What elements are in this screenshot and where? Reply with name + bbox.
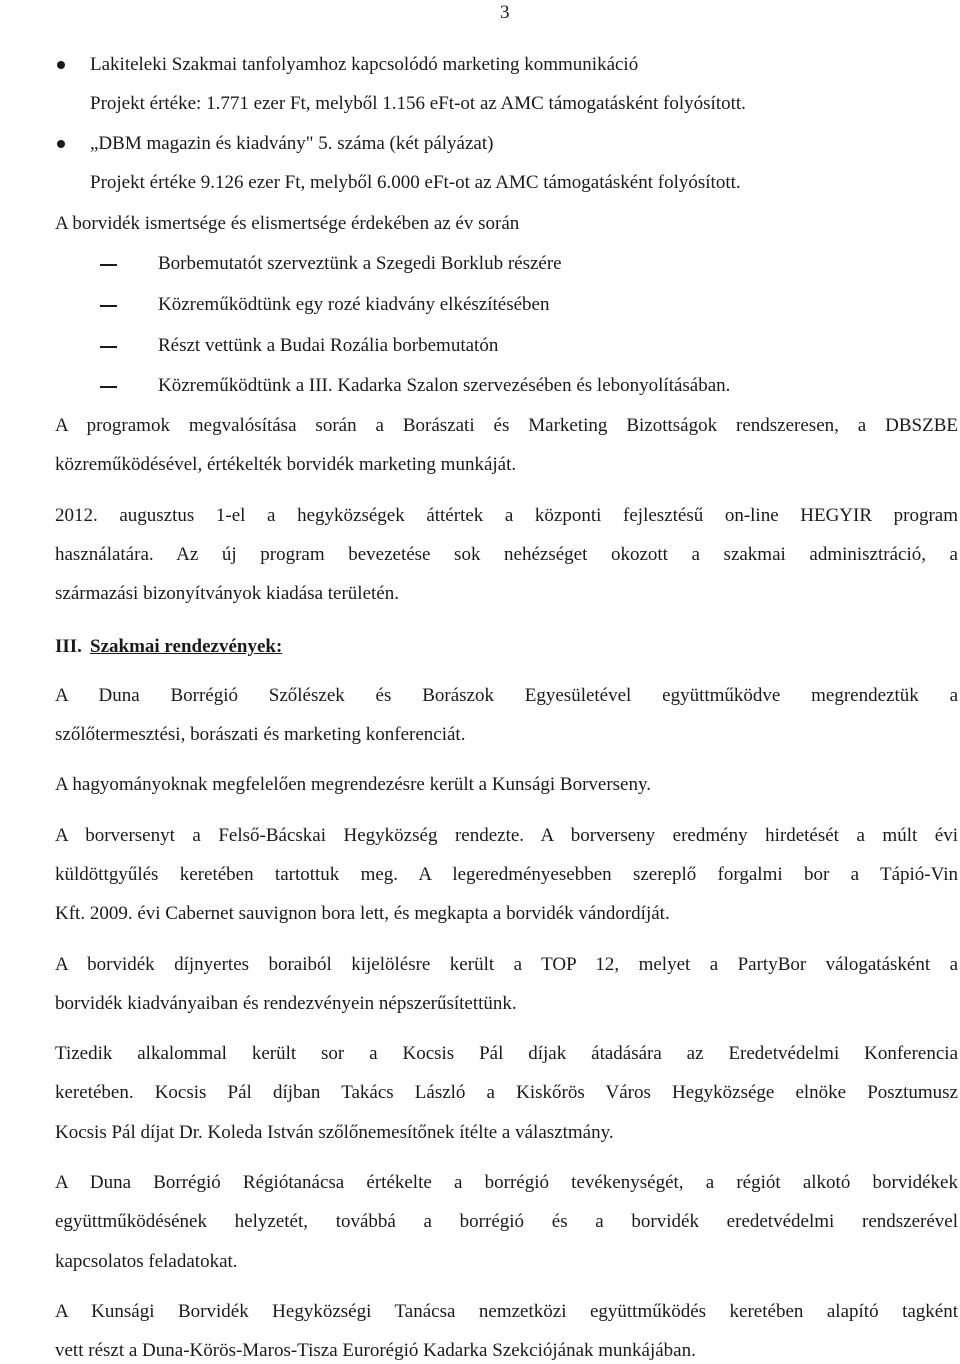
dash-marker [100, 386, 117, 388]
bullet-item-detail: Projekt értéke: 1.771 ezer Ft, melyből 1.156 eFt-ot az AMC támogatásként folyósított. [90, 93, 746, 114]
dash-list-item: Borbemutatót szerveztünk a Szegedi Borklub részére [158, 253, 562, 274]
paragraph-line: A programok megvalósítása során a Borászati és Marketing Bizottságok rendszeresen, a DBSZBE [55, 415, 958, 436]
dash-list-item: Részt vettünk a Budai Rozália borbemutatón [158, 335, 499, 356]
paragraph-line: együttműködésének helyzetét, továbbá a borrégió és a borvidék eredetvédelmi rendszerével [55, 1211, 958, 1232]
paragraph-line: vett részt a Duna-Körös-Maros-Tisza Eurorégió Kadarka Szekciójának munkájában. [55, 1340, 696, 1361]
paragraph-line: használatára. Az új program bevezetése sok nehézséget okozott a szakmai adminisztráció, a [55, 544, 958, 565]
paragraph-line: borvidék kiadványaiban és rendezvényein népszerűsítettünk. [55, 993, 517, 1014]
dash-list-item: Közreműködtünk a III. Kadarka Szalon szervezésében és lebonyolításában. [158, 375, 731, 396]
bullet-item-title: „DBM magazin és kiadvány" 5. száma (két pályázat) [90, 133, 494, 154]
paragraph-line: A hagyományoknak megfelelően megrendezésre került a Kunsági Borverseny. [55, 774, 652, 795]
paragraph-line: Kft. 2009. évi Cabernet sauvignon bora lett, és megkapta a borvidék vándordíját. [55, 903, 670, 924]
paragraph-line: Tizedik alkalommal került sor a Kocsis Pál díjak átadására az Eredetvédelmi Konferencia [55, 1043, 958, 1064]
bullet-item-detail: Projekt értéke 9.126 ezer Ft, melyből 6.000 eFt-ot az AMC támogatásként folyósított. [90, 172, 741, 193]
paragraph-line: Kocsis Pál díjat Dr. Koleda István szőlőnemesítőnek ítélte a választmány. [55, 1122, 614, 1143]
paragraph-line: A borversenyt a Felső-Bácskai Hegyközség rendezte. A borverseny eredmény hirdetését a múlt évi [55, 825, 958, 846]
awareness-intro: A borvidék ismertsége és elismertsége érdekében az év során [55, 213, 520, 234]
paragraph-line: A Duna Borrégió Szőlészek és Borászok Egyesületével együttműködve megrendeztük a [55, 685, 958, 706]
dash-list-item: Közreműködtünk egy rozé kiadvány elkészítésében [158, 294, 550, 315]
bullet-marker [57, 61, 65, 69]
paragraph-line: A borvidék díjnyertes boraiból kijelölésre került a TOP 12, melyet a PartyBor válogatásként a [55, 954, 958, 975]
paragraph-line: szőlőtermesztési, borászati és marketing konferenciát. [55, 724, 466, 745]
bullet-item-title: Lakiteleki Szakmai tanfolyamhoz kapcsolódó marketing kommunikáció [90, 54, 639, 75]
dash-marker [100, 264, 117, 266]
bullet-marker [57, 140, 65, 148]
paragraph-line: származási bizonyítványok kiadása területén. [55, 583, 399, 604]
page-number: 3 [500, 2, 510, 23]
paragraph-line: A Duna Borrégió Régiótanácsa értékelte a borrégió tevékenységét, a régiót alkotó borvidékek [55, 1172, 958, 1193]
paragraph-line: kapcsolatos feladatokat. [55, 1251, 238, 1272]
paragraph-line: keretében. Kocsis Pál díjban Takács László a Kiskőrös Város Hegyközsége elnöke Posztumusz [55, 1082, 958, 1103]
paragraph-line: küldöttgyűlés keretében tartottuk meg. A legeredményesebben szereplő forgalmi bor a Tápió-Vin [55, 864, 958, 885]
paragraph-line: közreműködésével, értékelték borvidék marketing munkáját. [55, 454, 517, 475]
section-number: III. [55, 636, 82, 657]
dash-marker [100, 305, 117, 307]
paragraph-line: 2012. augusztus 1-el a hegyközségek áttértek a központi fejlesztésű on-line HEGYIR program [55, 505, 958, 526]
dash-marker [100, 346, 117, 348]
section-title: Szakmai rendezvények: [90, 636, 283, 657]
paragraph-line: A Kunsági Borvidék Hegyközségi Tanácsa nemzetközi együttműködés keretében alapító tagként [55, 1301, 958, 1322]
